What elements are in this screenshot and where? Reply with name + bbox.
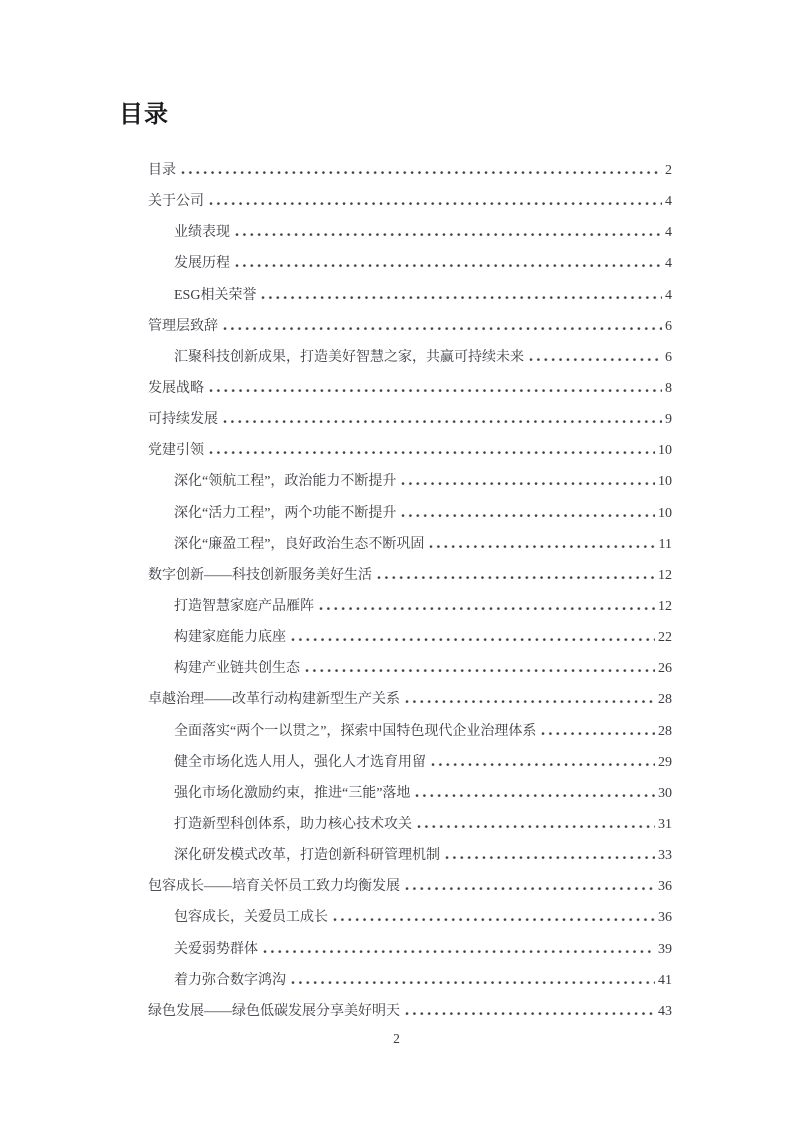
toc-entry[interactable]	[148, 908, 672, 939]
toc-entry-label: 包容成长，关爱员工成长	[174, 910, 328, 926]
dot-leader	[209, 450, 655, 454]
footer-page-number: 2	[393, 1031, 400, 1046]
toc-entry-page-number: 43	[658, 1003, 672, 1019]
toc-entry[interactable]	[148, 628, 672, 659]
toc-entry[interactable]	[148, 192, 672, 223]
toc-entry-label: 管理层致辞	[148, 318, 218, 334]
toc-entry-label: 关爱弱势群体	[174, 941, 258, 957]
dot-leader	[431, 762, 655, 766]
toc-entry-page-number: 10	[658, 505, 672, 521]
toc-entry-label: 深化“廉盈工程”，良好政治生态不断巩固	[174, 536, 425, 552]
toc-entry-page-number: 4	[665, 256, 672, 272]
dot-leader	[405, 1011, 655, 1015]
toc-entry-page-number: 28	[658, 723, 672, 739]
toc-entry-label: 全面落实“两个一以贯之”，探索中国特色现代企业治理体系	[174, 723, 537, 739]
dot-leader	[333, 917, 655, 921]
toc-entry-page-number: 2	[665, 163, 672, 178]
dot-leader	[405, 699, 655, 703]
dot-leader	[291, 637, 655, 641]
toc-entry-page-number: 4	[665, 194, 672, 210]
dot-leader	[235, 263, 662, 267]
toc-entry-label: 业绩表现	[174, 225, 230, 241]
toc-entry-label: 深化“领航工程”，政治能力不断提升	[174, 474, 397, 490]
toc-entry-page-number: 22	[658, 630, 672, 646]
toc-entry-label: 健全市场化选人用人，强化人才选育用留	[174, 754, 426, 770]
toc-entry-page-number: 6	[665, 318, 672, 334]
dot-leader	[235, 232, 662, 236]
toc-entry-page-number: 29	[658, 754, 672, 770]
toc-entry-label: 深化“活力工程”，两个功能不断提升	[174, 505, 397, 521]
toc-entry[interactable]	[148, 161, 672, 192]
dot-leader	[291, 980, 655, 984]
dot-leader	[429, 544, 655, 548]
toc-entry[interactable]	[148, 753, 672, 784]
toc-entry[interactable]	[148, 1002, 672, 1033]
toc-entry[interactable]	[148, 286, 672, 317]
toc-entry-page-number: 30	[658, 785, 672, 801]
toc-entry-page-number: 31	[658, 816, 672, 832]
dot-leader	[529, 357, 662, 361]
toc-entry[interactable]	[148, 815, 672, 846]
dot-leader	[305, 668, 655, 672]
toc-entry-page-number: 4	[665, 225, 672, 241]
toc-entry-label: 可持续发展	[148, 412, 218, 428]
toc-entry[interactable]	[148, 254, 672, 285]
toc-entry-label: 打造新型科创体系，助力核心技术攻关	[174, 816, 412, 832]
toc-entry-page-number: 6	[665, 349, 672, 365]
toc-entry[interactable]	[148, 472, 672, 503]
dot-leader	[445, 855, 655, 859]
toc-entry-label: 关于公司	[148, 194, 204, 210]
toc-entry[interactable]	[148, 597, 672, 628]
dot-leader	[415, 793, 655, 797]
toc-entry[interactable]	[148, 348, 672, 379]
toc-entry-label: 党建引领	[148, 443, 204, 459]
dot-leader	[417, 824, 655, 828]
toc-entry-page-number: 10	[658, 474, 672, 490]
dot-leader	[223, 419, 662, 423]
dot-leader	[209, 388, 662, 392]
toc-entry-label: ESG相关荣誉	[174, 287, 257, 303]
toc-entry[interactable]	[148, 784, 672, 815]
dot-leader	[263, 949, 655, 953]
toc-entry-page-number: 10	[658, 443, 672, 459]
dot-leader	[377, 575, 655, 579]
toc-entry-page-number: 12	[658, 598, 672, 614]
toc-entry-page-number: 8	[665, 380, 672, 396]
toc-entry[interactable]	[148, 846, 672, 877]
toc-entry-page-number: 39	[658, 941, 672, 957]
toc-entry[interactable]	[148, 317, 672, 348]
toc-list	[148, 161, 672, 1033]
toc-entry-page-number: 4	[665, 287, 672, 303]
toc-entry[interactable]	[148, 504, 672, 535]
toc-entry[interactable]	[148, 535, 672, 566]
toc-entry[interactable]	[148, 441, 672, 472]
toc-entry-label: 绿色发展——绿色低碳发展分享美好明天	[148, 1003, 400, 1019]
toc-entry[interactable]	[148, 940, 672, 971]
toc-entry-page-number: 33	[658, 848, 672, 864]
toc-entry-page-number: 12	[658, 567, 672, 583]
toc-entry-label: 打造智慧家庭产品雁阵	[174, 598, 314, 614]
toc-entry-label: 着力弥合数字鸿沟	[174, 972, 286, 988]
toc-entry-label: 发展战略	[148, 380, 204, 396]
dot-leader	[319, 606, 655, 610]
dot-leader	[541, 731, 655, 735]
dot-leader	[401, 513, 655, 517]
toc-entry-label: 发展历程	[174, 256, 230, 272]
toc-entry-page-number: 36	[658, 879, 672, 895]
toc-entry-label: 卓越治理——改革行动构建新型生产关系	[148, 692, 400, 708]
toc-entry[interactable]	[148, 877, 672, 908]
toc-entry-page-number: 11	[658, 536, 672, 552]
toc-entry-label: 汇聚科技创新成果，打造美好智慧之家，共赢可持续未来	[174, 349, 524, 365]
toc-entry-label: 目录	[148, 163, 176, 178]
toc-entry-label: 构建家庭能力底座	[174, 630, 286, 646]
toc-title: 目录	[119, 101, 169, 128]
toc-entry-label: 数字创新——科技创新服务美好生活	[148, 567, 372, 583]
toc-entry-label: 深化研发模式改革，打造创新科研管理机制	[174, 848, 440, 864]
toc-entry[interactable]	[148, 722, 672, 753]
toc-entry[interactable]	[148, 690, 672, 721]
toc-entry[interactable]	[148, 971, 672, 1002]
toc-entry[interactable]	[148, 410, 672, 441]
toc-entry[interactable]	[148, 659, 672, 690]
toc-entry-page-number: 36	[658, 910, 672, 926]
toc-entry[interactable]	[148, 566, 672, 597]
toc-entry[interactable]	[148, 379, 672, 410]
toc-entry-page-number: 28	[658, 692, 672, 708]
toc-entry-page-number: 26	[658, 661, 672, 677]
toc-entry-label: 包容成长——培育关怀员工致力均衡发展	[148, 879, 400, 895]
dot-leader	[405, 886, 655, 890]
dot-leader	[181, 170, 662, 174]
toc-entry-page-number: 9	[665, 412, 672, 428]
toc-entry-label: 强化市场化激励约束，推进“三能”落地	[174, 785, 411, 801]
dot-leader	[223, 326, 662, 330]
dot-leader	[261, 295, 662, 299]
toc-entry-page-number: 41	[658, 972, 672, 988]
toc-entry-label: 构建产业链共创生态	[174, 661, 300, 677]
dot-leader	[401, 481, 655, 485]
toc-entry[interactable]	[148, 223, 672, 254]
dot-leader	[209, 201, 662, 205]
